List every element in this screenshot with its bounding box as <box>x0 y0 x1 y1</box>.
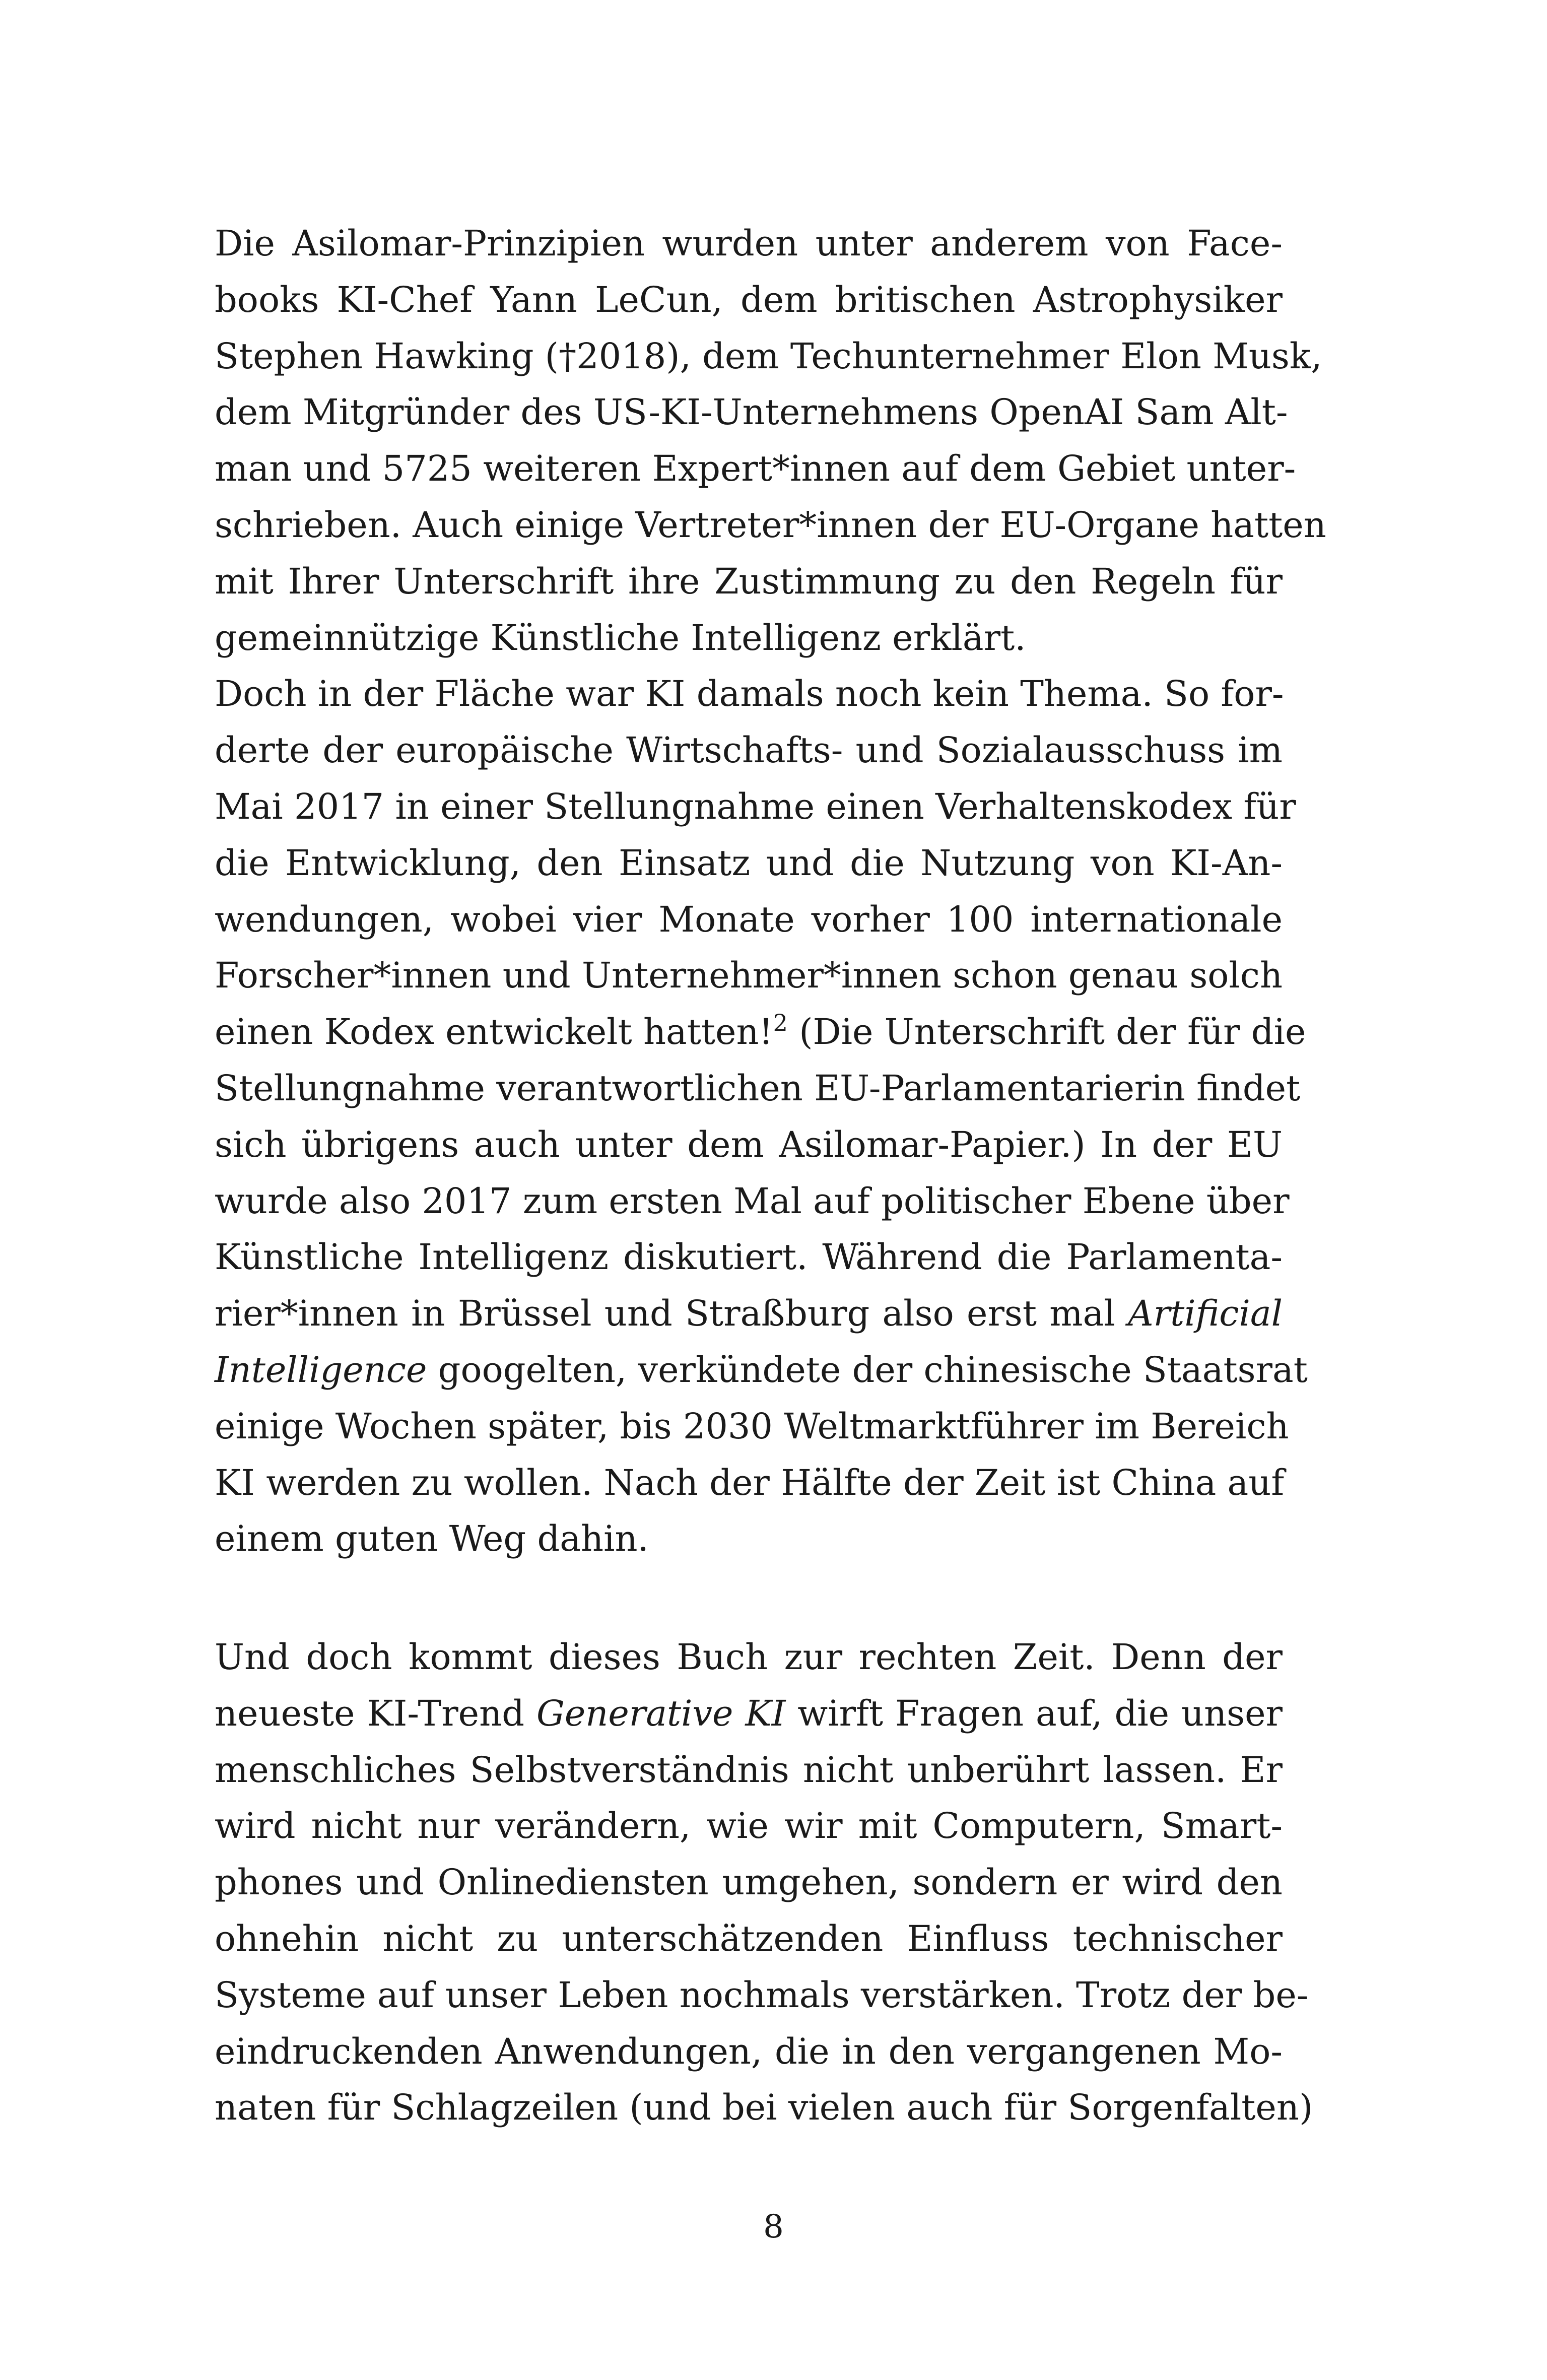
paragraph-asilomar <box>215 216 1326 1567</box>
text-line: naten für Schlagzeilen (und bei vielen auch für Sorgenfalten) <box>215 2087 1313 2129</box>
text-line: Die Asilomar-Prinzipien wurden unter anderem von Face- <box>215 223 1283 264</box>
text-segment: googelten, verkündete der chinesische Staatsrat <box>427 1349 1308 1391</box>
text-line: Mai 2017 in einer Stellungnahme einen Verhaltenskodex für <box>215 785 1296 827</box>
text-line: Künstliche Intelligenz diskutiert. Während die Parlamenta- <box>215 1236 1283 1278</box>
text-line: mit Ihrer Unterschrift ihre Zustimmung zu den Regeln für <box>215 560 1283 602</box>
italic-term: Artificial <box>1128 1293 1283 1335</box>
text-line: eindruckenden Anwendungen, die in den vergangenen Mo- <box>215 2030 1283 2072</box>
text-segment: einen Kodex entwickelt hatten! <box>215 1011 773 1053</box>
text-segment: rier*innen in Brüssel und Straßburg also erst mal <box>215 1293 1128 1335</box>
text-line: Und doch kommt dieses Buch zur rechten Zeit. Denn der <box>215 1636 1283 1678</box>
italic-term: Intelligence <box>215 1349 427 1391</box>
text-line: schrieben. Auch einige Vertreter*innen der EU-Organe hatten <box>215 504 1326 546</box>
text-line: Forscher*innen und Unternehmer*innen schon genau solch <box>215 955 1283 997</box>
footnote-reference: 2 <box>773 1009 788 1037</box>
text-line: wurde also 2017 zum ersten Mal auf politischer Ebene über <box>215 1180 1290 1222</box>
italic-term: Generative KI <box>536 1692 786 1734</box>
text-line: sich übrigens auch unter dem Asilomar-Papier.) In der EU <box>215 1123 1283 1165</box>
text-line <box>215 1686 1283 1742</box>
paragraph-generative-ki <box>215 1629 1313 2136</box>
text-line <box>215 1342 1308 1399</box>
text-line: Systeme auf unser Leben nochmals verstärken. Trotz der be- <box>215 1974 1309 2016</box>
text-line <box>215 1286 1283 1342</box>
text-line: einem guten Weg dahin. <box>215 1518 649 1560</box>
text-line: KI werden zu wollen. Nach der Hälfte der Zeit ist China auf <box>215 1462 1285 1503</box>
text-line: derte der europäische Wirtschafts- und Sozialausschuss im <box>215 730 1283 771</box>
text-line: gemeinnützige Künstliche Intelligenz erklärt. <box>215 617 1026 658</box>
text-line <box>215 1004 1306 1061</box>
text-segment: wirft Fragen auf, die unser <box>785 1692 1283 1734</box>
text-line: ohnehin nicht zu unterschätzenden Einfluss technischer <box>215 1918 1283 1959</box>
text-line: menschliches Selbstverständnis nicht unberührt lassen. Er <box>215 1749 1283 1791</box>
text-line: Stellungnahme verantwortlichen EU-Parlamentarierin findet <box>215 1067 1301 1109</box>
text-line: Stephen Hawking (†2018), dem Techunternehmer Elon Musk, <box>215 335 1322 377</box>
text-line: wird nicht nur verändern, wie wir mit Computern, Smart- <box>215 1805 1283 1847</box>
text-line: Doch in der Fläche war KI damals noch kein Thema. So for- <box>215 673 1284 715</box>
text-segment: neueste KI-Trend <box>215 1692 536 1734</box>
text-line: dem Mitgründer des US-KI-Unternehmens OpenAI Sam Alt- <box>215 391 1288 433</box>
text-segment: (Die Unterschrift der für die <box>787 1011 1306 1053</box>
text-line: einige Wochen später, bis 2030 Weltmarktführer im Bereich <box>215 1405 1289 1447</box>
text-line: phones und Onlinediensten umgehen, sondern er wird den <box>215 1862 1283 1903</box>
text-line: wendungen, wobei vier Monate vorher 100 internationale <box>215 898 1283 940</box>
text-line: man und 5725 weiteren Expert*innen auf dem Gebiet unter- <box>215 448 1296 490</box>
text-line: books KI-Chef Yann LeCun, dem britischen Astrophysiker <box>215 279 1283 320</box>
page-number: 8 <box>763 2208 784 2245</box>
text-line: die Entwicklung, den Einsatz und die Nutzung von KI-An- <box>215 842 1283 884</box>
